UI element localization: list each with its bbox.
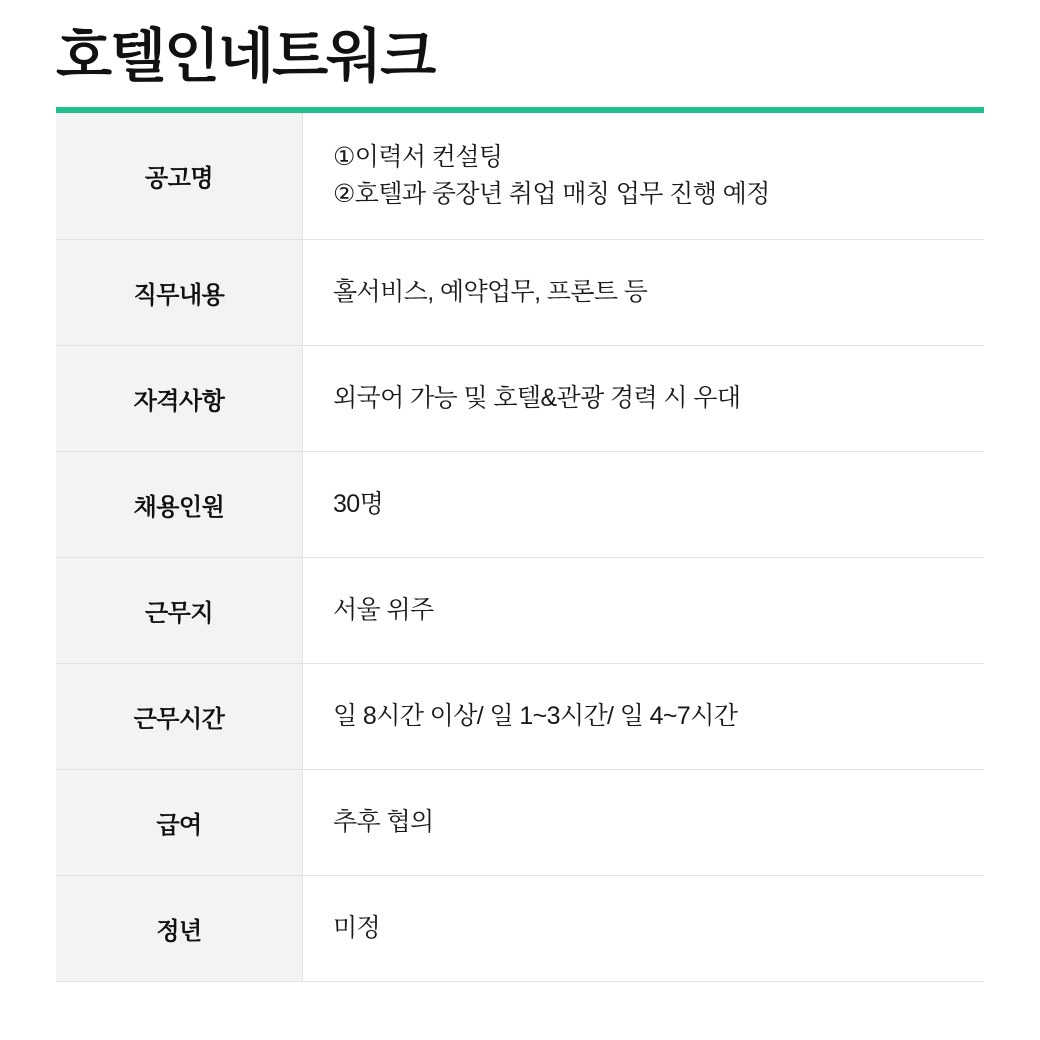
row-value-qualifications xyxy=(303,345,985,451)
row-label-headcount: 채용인원 xyxy=(56,451,303,557)
table-row xyxy=(56,769,984,875)
row-value-headcount xyxy=(303,451,985,557)
value-line: ②호텔과 중장년 취업 매칭 업무 진행 예정 xyxy=(333,179,770,208)
row-label-salary: 급여 xyxy=(56,769,303,875)
table-row xyxy=(56,663,984,769)
row-label-retirement-age: 정년 xyxy=(56,875,303,981)
job-details-table xyxy=(56,113,984,982)
row-label-working-hours: 근무시간 xyxy=(56,663,303,769)
row-value-working-hours xyxy=(303,663,985,769)
table-row xyxy=(56,345,984,451)
table-row xyxy=(56,557,984,663)
value-line: 홀서비스, 예약업무, 프론트 등 xyxy=(333,278,648,307)
row-value-job-duties xyxy=(303,239,985,345)
row-label-worksite: 근무지 xyxy=(56,557,303,663)
value-line: 일 8시간 이상/ 일 1~3시간/ 일 4~7시간 xyxy=(333,702,738,731)
table-row xyxy=(56,239,984,345)
row-value-salary xyxy=(303,769,985,875)
row-label-qualifications: 자격사항 xyxy=(56,345,303,451)
value-line: 서울 위주 xyxy=(333,596,434,625)
row-value-retirement-age xyxy=(303,875,985,981)
table-row xyxy=(56,875,984,981)
table-row xyxy=(56,113,984,240)
value-line: 추후 협의 xyxy=(333,808,434,837)
value-line: 30명 xyxy=(333,490,384,519)
value-line: ①이력서 컨설팅 xyxy=(333,143,503,172)
table-row xyxy=(56,451,984,557)
row-value-worksite xyxy=(303,557,985,663)
row-value-posting-name xyxy=(303,113,985,240)
row-label-posting-name: 공고명 xyxy=(56,113,303,240)
row-label-job-duties: 직무내용 xyxy=(56,239,303,345)
value-line: 미정 xyxy=(333,914,381,943)
page-title: 호텔인네트워크 xyxy=(56,24,435,89)
value-line: 외국어 가능 및 호텔&관광 경력 시 우대 xyxy=(333,384,741,413)
